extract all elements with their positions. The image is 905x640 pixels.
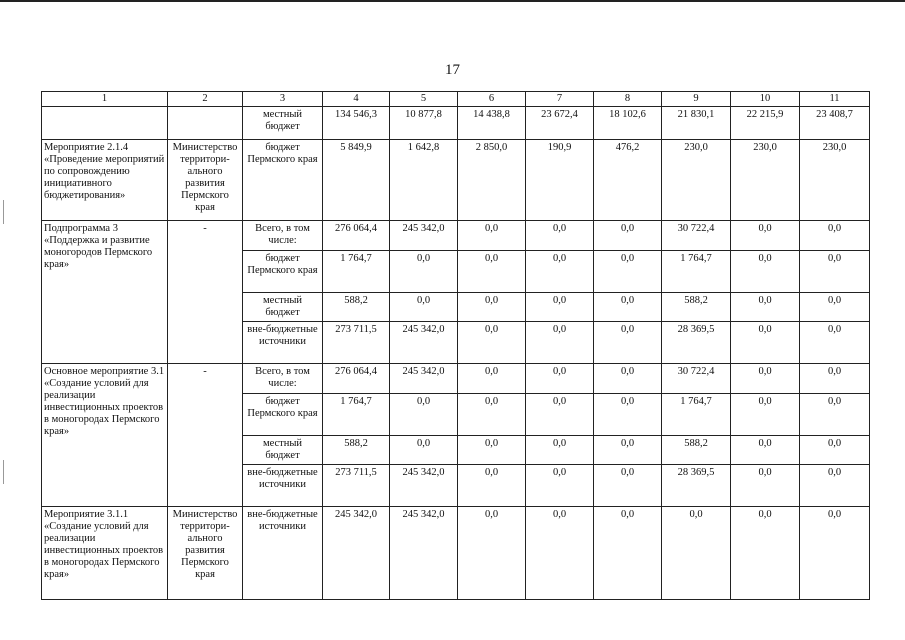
value-cell: 28 369,5	[662, 465, 731, 507]
value-cell: 230,0	[662, 140, 731, 221]
item-name-cell: Подпрограмма 3 «Поддержка и развитие моногородов Пермского края»	[42, 221, 168, 364]
column-header: 2	[168, 92, 243, 107]
value-cell: 588,2	[323, 436, 390, 465]
value-cell: 2 850,0	[458, 140, 526, 221]
value-cell: 0,0	[800, 221, 870, 251]
executor-cell: -	[168, 364, 243, 507]
table-header-row	[42, 92, 870, 107]
page-number: 17	[445, 62, 460, 78]
executor-cell: Министерство территори-ального развития Пермского края	[168, 507, 243, 600]
table-row	[42, 140, 870, 221]
value-cell: 1 764,7	[662, 394, 731, 436]
funding-source-cell: местный бюджет	[243, 293, 323, 322]
value-cell: 273 711,5	[323, 322, 390, 364]
funding-source-cell: вне-бюджетные источники	[243, 507, 323, 600]
value-cell: 0,0	[458, 436, 526, 465]
value-cell: 0,0	[458, 221, 526, 251]
value-cell: 0,0	[526, 465, 594, 507]
value-cell: 0,0	[731, 322, 800, 364]
value-cell: 0,0	[390, 436, 458, 465]
value-cell: 276 064,4	[323, 364, 390, 394]
value-cell: 0,0	[594, 251, 662, 293]
value-cell: 0,0	[800, 322, 870, 364]
value-cell: 0,0	[800, 293, 870, 322]
value-cell: 245 342,0	[390, 364, 458, 394]
value-cell: 1 764,7	[323, 394, 390, 436]
value-cell: 0,0	[458, 507, 526, 600]
value-cell: 30 722,4	[662, 221, 731, 251]
funding-source-cell: Всего, в том числе:	[243, 364, 323, 394]
value-cell: 0,0	[458, 251, 526, 293]
value-cell: 0,0	[594, 507, 662, 600]
value-cell: 0,0	[800, 436, 870, 465]
funding-source-cell: местный бюджет	[243, 107, 323, 140]
value-cell: 0,0	[526, 293, 594, 322]
value-cell: 476,2	[594, 140, 662, 221]
funding-source-cell: бюджет Пермского края	[243, 251, 323, 293]
value-cell: 0,0	[731, 436, 800, 465]
value-cell: 245 342,0	[390, 322, 458, 364]
value-cell: 0,0	[526, 507, 594, 600]
value-cell: 5 849,9	[323, 140, 390, 221]
table-row	[42, 364, 870, 394]
value-cell: 0,0	[390, 251, 458, 293]
executor-cell: -	[168, 221, 243, 364]
funding-source-cell: вне-бюджетные источники	[243, 322, 323, 364]
value-cell: 10 877,8	[390, 107, 458, 140]
funding-source-cell: вне-бюджетные источники	[243, 465, 323, 507]
value-cell: 0,0	[458, 293, 526, 322]
scan-edge-mark	[3, 460, 4, 484]
value-cell: 30 722,4	[662, 364, 731, 394]
value-cell: 245 342,0	[390, 507, 458, 600]
value-cell: 0,0	[458, 465, 526, 507]
value-cell: 245 342,0	[390, 221, 458, 251]
executor-cell: Министерство территори-ального развития Пермского края	[168, 140, 243, 221]
column-header: 4	[323, 92, 390, 107]
funding-source-cell: бюджет Пермского края	[243, 140, 323, 221]
value-cell: 0,0	[594, 364, 662, 394]
value-cell: 0,0	[526, 221, 594, 251]
value-cell: 0,0	[458, 394, 526, 436]
column-header: 7	[526, 92, 594, 107]
funding-source-cell: местный бюджет	[243, 436, 323, 465]
column-header: 11	[800, 92, 870, 107]
funding-source-cell: Всего, в том числе:	[243, 221, 323, 251]
value-cell: 14 438,8	[458, 107, 526, 140]
value-cell: 0,0	[800, 507, 870, 600]
value-cell: 0,0	[594, 394, 662, 436]
value-cell: 1 642,8	[390, 140, 458, 221]
value-cell: 0,0	[594, 293, 662, 322]
funding-source-cell: бюджет Пермского края	[243, 394, 323, 436]
item-name-cell	[42, 107, 168, 140]
value-cell: 0,0	[526, 251, 594, 293]
value-cell: 0,0	[458, 322, 526, 364]
column-header: 10	[731, 92, 800, 107]
budget-table	[41, 91, 870, 600]
value-cell: 0,0	[526, 436, 594, 465]
value-cell: 0,0	[594, 322, 662, 364]
value-cell: 23 408,7	[800, 107, 870, 140]
value-cell: 230,0	[731, 140, 800, 221]
value-cell: 190,9	[526, 140, 594, 221]
value-cell: 273 711,5	[323, 465, 390, 507]
value-cell: 0,0	[731, 465, 800, 507]
table-row	[42, 507, 870, 600]
value-cell: 0,0	[594, 221, 662, 251]
value-cell: 1 764,7	[323, 251, 390, 293]
value-cell: 0,0	[731, 394, 800, 436]
value-cell: 0,0	[731, 293, 800, 322]
value-cell: 0,0	[800, 364, 870, 394]
value-cell: 0,0	[731, 251, 800, 293]
value-cell: 230,0	[800, 140, 870, 221]
column-header: 8	[594, 92, 662, 107]
value-cell: 0,0	[800, 394, 870, 436]
value-cell: 22 215,9	[731, 107, 800, 140]
table-row	[42, 221, 870, 251]
value-cell: 0,0	[594, 465, 662, 507]
value-cell: 1 764,7	[662, 251, 731, 293]
value-cell: 0,0	[731, 364, 800, 394]
value-cell: 0,0	[731, 221, 800, 251]
value-cell: 588,2	[662, 436, 731, 465]
value-cell: 0,0	[390, 293, 458, 322]
column-header: 1	[42, 92, 168, 107]
value-cell: 0,0	[800, 251, 870, 293]
value-cell: 0,0	[662, 507, 731, 600]
value-cell: 0,0	[458, 364, 526, 394]
top-border-line	[0, 0, 905, 2]
value-cell: 0,0	[526, 322, 594, 364]
column-header: 5	[390, 92, 458, 107]
value-cell: 588,2	[662, 293, 731, 322]
value-cell: 0,0	[731, 507, 800, 600]
column-header: 9	[662, 92, 731, 107]
value-cell: 0,0	[390, 394, 458, 436]
item-name-cell: Основное мероприятие 3.1 «Создание условий для реализации инвестиционных проектов в моногородах Пермского края»	[42, 364, 168, 507]
item-name-cell: Мероприятие 2.1.4 «Проведение мероприятий по сопровождению инициативного бюджетирования»	[42, 140, 168, 221]
item-name-cell: Мероприятие 3.1.1 «Создание условий для реализации инвестиционных проектов в моногородах Пермского края»	[42, 507, 168, 600]
value-cell: 18 102,6	[594, 107, 662, 140]
value-cell: 28 369,5	[662, 322, 731, 364]
executor-cell	[168, 107, 243, 140]
value-cell: 23 672,4	[526, 107, 594, 140]
value-cell: 0,0	[526, 364, 594, 394]
value-cell: 134 546,3	[323, 107, 390, 140]
value-cell: 245 342,0	[323, 507, 390, 600]
column-header: 3	[243, 92, 323, 107]
value-cell: 0,0	[594, 436, 662, 465]
table-row	[42, 107, 870, 140]
scan-edge-mark	[3, 200, 4, 224]
value-cell: 0,0	[800, 465, 870, 507]
value-cell: 276 064,4	[323, 221, 390, 251]
column-header: 6	[458, 92, 526, 107]
value-cell: 245 342,0	[390, 465, 458, 507]
value-cell: 21 830,1	[662, 107, 731, 140]
value-cell: 0,0	[526, 394, 594, 436]
value-cell: 588,2	[323, 293, 390, 322]
